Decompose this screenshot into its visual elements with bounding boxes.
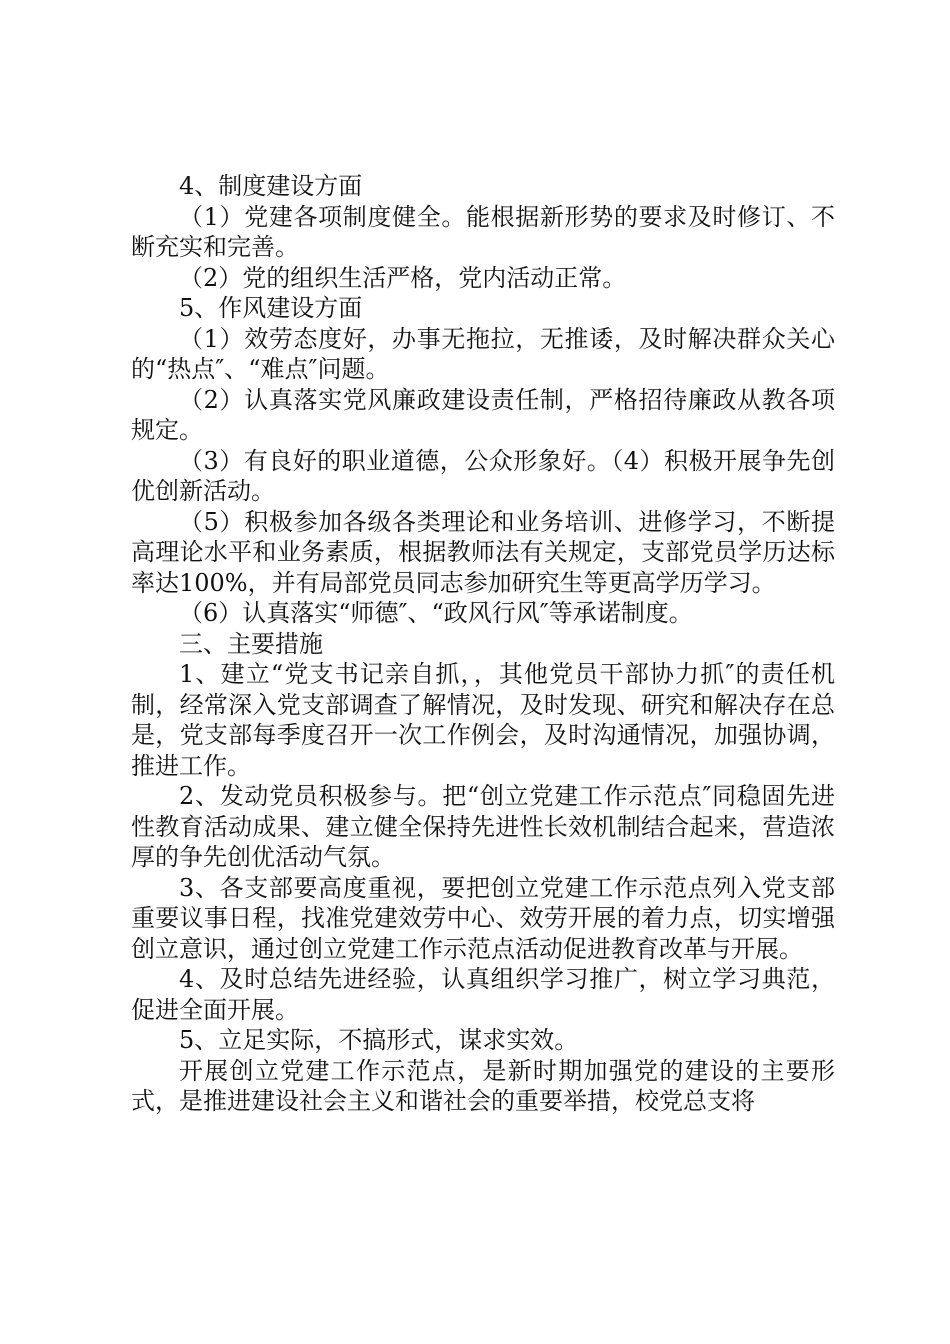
paragraph-item: 2、发动党员积极参与。把“创立党建工作示范点″同稳固先进性教育活动成果、建立健全保持先进性长效机制结合起来，营造浓厚的争先创优活动气氛。	[131, 782, 835, 871]
section-heading-system: 4、制度建设方面	[179, 172, 363, 200]
paragraph-item: （2）党的组织生活严格，党内活动正常。	[179, 263, 627, 292]
section-heading-style: 5、作风建设方面	[179, 294, 363, 322]
paragraph-item: 1、建立“党支书记亲自抓，，其他党员干部协力抓″的责任机制，经常深入党支部调查了解情况，及时发现、研究和解决存在总是，党支部每季度召开一次工作例会，及时沟通情况，加强协调，推进工作。	[131, 660, 835, 780]
paragraph-item: （3）有良好的职业道德，公众形象好。（4）积极开展争先创优创新活动。	[131, 446, 835, 505]
paragraph-item: （1）党建各项制度健全。能根据新形势的要求及时修订、不断充实和完善。	[131, 202, 835, 261]
paragraph-item: 4、及时总结先进经验，认真组织学习推广，树立学习典范，促进全面开展。	[131, 965, 835, 1024]
section-heading-measures: 三、主要措施	[179, 629, 323, 658]
paragraph-item: 5、立足实际，不搞形式，谋求实效。	[179, 1026, 579, 1054]
paragraph-item: 开展创立党建工作示范点，是新时期加强党的建设的主要形式，是推进建设社会主义和谐社会的重要举措，校党总支将	[131, 1056, 835, 1115]
paragraph-item: （1）效劳态度好，办事无拖拉，无推诿，及时解决群众关心的“热点″、“难点″问题。	[131, 324, 835, 383]
paragraph-item: 3、各支部要高度重视，要把创立党建工作示范点列入党支部重要议事日程，找准党建效劳中心、效劳开展的着力点，切实增强创立意识，通过创立党建工作示范点活动促进教育改革与开展。	[131, 873, 835, 963]
paragraph-item: （2）认真落实党风廉政建设责任制，严格招待廉政从教各项规定。	[131, 385, 835, 444]
paragraph-item: （6）认真落实“师德″、“政风行风″等承诺制度。	[179, 599, 693, 627]
paragraph-item: （5）积极参加各级各类理论和业务培训、进修学习，不断提高理论水平和业务素质，根据教师法有关规定，支部党员学历达标率达100%，并有局部党员同志参加研究生等更高学历学习。	[131, 507, 835, 597]
document-body	[131, 171, 835, 1117]
